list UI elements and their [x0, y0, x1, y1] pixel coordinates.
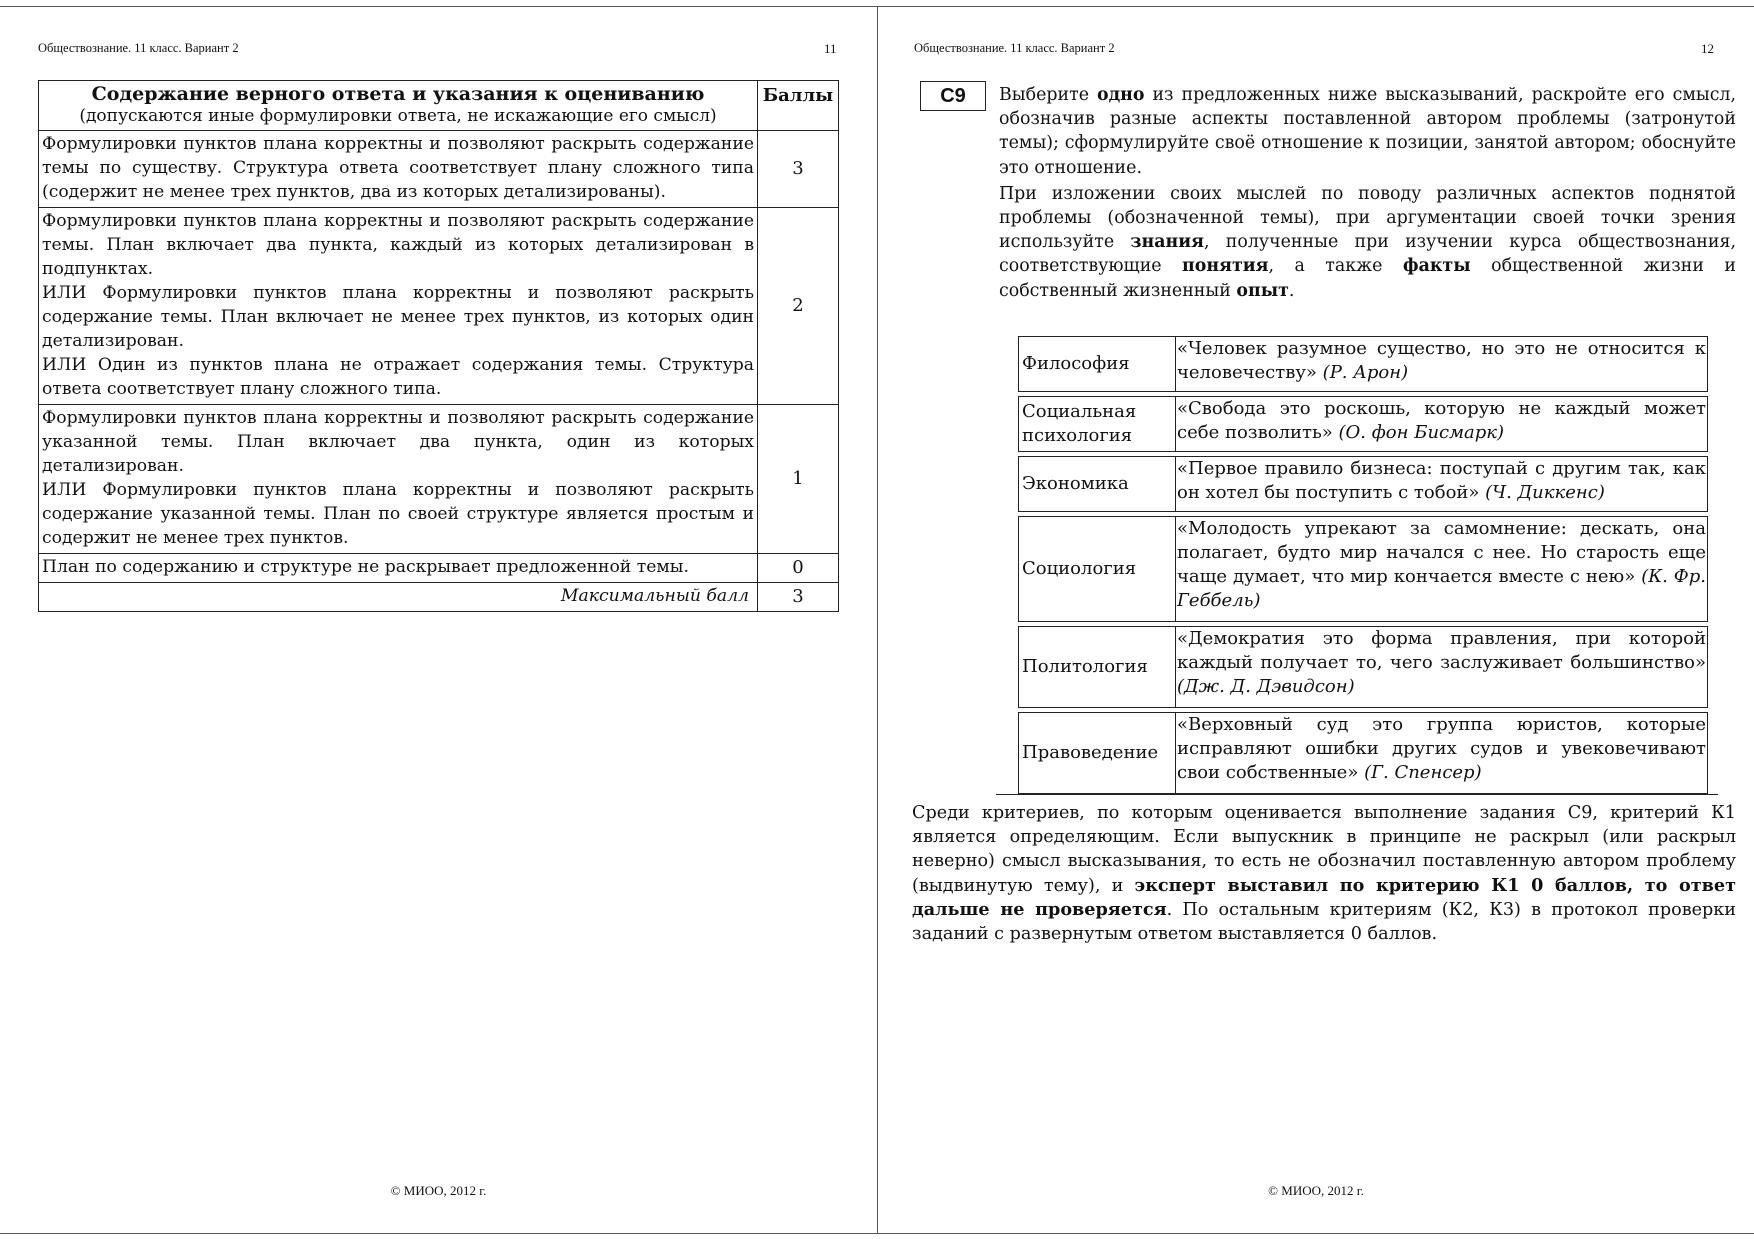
max-score-row — [39, 583, 839, 612]
instruction-emphasis: понятия — [1182, 256, 1269, 277]
criterion-text: ИЛИ Формулировки пунктов плана корректны и позволяют раскрыть содержание темы. План включает не менее трех пунктов, из которых один детализирован. — [42, 283, 754, 351]
page-number: 12 — [1701, 41, 1714, 56]
quote-author: (Ч. Диккенс) — [1485, 482, 1605, 503]
quote-author: (Р. Арон) — [1322, 362, 1409, 383]
quote-text: «Свобода это роскошь, которую не каждый может себе позволить» — [1177, 398, 1706, 443]
instruction-text: Выберите — [999, 85, 1097, 105]
score-cell: 3 — [758, 131, 839, 208]
quote-row — [1018, 626, 1708, 708]
criterion-text: Формулировки пунктов плана корректны и позволяют раскрыть содержание темы по существу. Структура ответа соответствует плану сложного типа (содержит не менее трех пунктов, два из которых детализированы). — [42, 134, 754, 202]
score-cell: 1 — [758, 405, 839, 554]
quote-subject: Социология — [1018, 516, 1175, 622]
quote-row — [1018, 712, 1708, 794]
divider-line — [996, 794, 1718, 795]
quote-author: (О. фон Бисмарк) — [1338, 422, 1505, 443]
header-title: Содержание верного ответа и указания к оцениванию — [91, 83, 705, 105]
note-text: Среди критериев, по которым оценивается выполнение задания С9, критерий К1 является определяющим. Если выпускник в принципе не раскрыл (или раскрыл неверно) смысл высказывания, то есть не обозначил поставленную автором проблему (выдвинутую тему), и — [912, 803, 1736, 896]
quote-cell — [1175, 396, 1708, 452]
instruction-emphasis: знания — [1130, 232, 1204, 253]
quote-text: «Демократия это форма правления, при которой каждый получает то, чего заслуживает большинство» — [1177, 628, 1706, 673]
table-row — [39, 405, 839, 554]
criterion-text: План по содержанию и структуре не раскрывает предложенной темы. — [42, 557, 689, 577]
criterion-text: Формулировки пунктов плана корректны и позволяют раскрыть содержание указанной темы. План включает два пункта, один из которых детализирован. — [42, 408, 754, 476]
page-number: 11 — [824, 41, 837, 56]
table-header-cell — [39, 81, 758, 131]
instruction-emphasis: опыт — [1236, 280, 1289, 301]
instruction-emphasis: факты — [1402, 256, 1471, 277]
instruction-text: из предложенных ниже высказываний, раскройте его смысл, обозначив разные аспекты поставленной автором проблемы (затронутой темы); сформулируйте своё отношение к позиции, занятой автором; обоснуйте это отношение. — [999, 85, 1737, 178]
criterion-cell — [39, 208, 758, 405]
header-score: Баллы — [758, 81, 839, 131]
quote-cell — [1175, 336, 1708, 392]
max-score-label: Максимальный балл — [39, 583, 758, 612]
instruction-text: При изложении своих мыслей по поводу различных аспектов поднятой проблемы (обозначенной темы), при аргументации своей точки зрения используйте — [999, 183, 1736, 253]
quote-author: (Г. Спенсер) — [1364, 762, 1482, 783]
table-row — [39, 554, 839, 583]
running-head: Обществознание. 11 класс. Вариант 2 — [914, 41, 1115, 55]
note-emphasis: эксперт выставил по критерию К1 0 баллов, то ответ дальше не проверяется — [912, 874, 1737, 920]
criterion-cell — [39, 554, 758, 583]
page-footer: © МИОО, 2012 г. — [1268, 1183, 1364, 1198]
header-subtitle: (допускаются иные формулировки ответа, не искажающие его смысл) — [79, 106, 717, 126]
score-cell: 0 — [758, 554, 839, 583]
quote-row — [1018, 456, 1708, 512]
left-page — [0, 6, 878, 1234]
criterion-text: ИЛИ Один из пунктов плана не отражает содержания темы. Структура ответа соответствует плану сложного типа. — [42, 355, 754, 399]
task-label: С9 — [920, 81, 986, 111]
instruction-text: . — [1288, 280, 1295, 301]
max-score-value: 3 — [758, 583, 839, 612]
note-text: . По остальным критериям (К2, К3) в протокол проверки заданий с развернутым ответом выставляется 0 баллов. — [912, 899, 1736, 945]
grading-note — [912, 801, 1736, 946]
instruction-paragraph-1 — [999, 83, 1736, 180]
criterion-cell — [39, 131, 758, 208]
quote-row — [1018, 336, 1708, 392]
criterion-text: ИЛИ Формулировки пунктов плана корректны и позволяют раскрыть содержание указанной темы. План по своей структуре является простым и содержит не менее трех пунктов. — [42, 480, 754, 548]
criterion-text: Формулировки пунктов плана корректны и позволяют раскрыть содержание темы. План включает два пункта, каждый из которых детализирован в подпунктах. — [42, 211, 754, 279]
quote-text: «Молодость упрекают за самомнение: дескать, она полагает, будто мир начался с нее. Но старость еще чаще думает, что мир кончается вместе с нею» — [1177, 518, 1706, 587]
running-head: Обществознание. 11 класс. Вариант 2 — [38, 41, 239, 55]
quote-text: «Верховный суд это группа юристов, которые исправляют ошибки других судов и увековечивают свои собственные» — [1177, 714, 1706, 783]
quote-cell — [1175, 516, 1708, 622]
instruction-text: , полученные при изучении курса обществознания, соответствующие — [999, 232, 1736, 277]
right-page — [877, 6, 1754, 1234]
score-cell: 2 — [758, 208, 839, 405]
instruction-emphasis: одно — [1096, 85, 1145, 105]
quote-subject: Философия — [1018, 336, 1175, 392]
quote-cell — [1175, 626, 1708, 708]
table-header-row — [39, 81, 839, 131]
quote-author: (К. Фр. Геббель) — [1177, 566, 1706, 611]
instruction-text: общественной жизни и собственный жизненный — [999, 256, 1736, 301]
quote-subject: Социальная психология — [1018, 396, 1175, 452]
table-row — [39, 131, 839, 208]
quote-row — [1018, 396, 1708, 452]
grading-table — [38, 80, 839, 612]
page-footer: © МИОО, 2012 г. — [390, 1183, 487, 1198]
quote-subject: Экономика — [1018, 456, 1175, 512]
quote-cell — [1175, 712, 1708, 794]
table-row — [39, 208, 839, 405]
quote-subject: Правоведение — [1018, 712, 1175, 794]
instruction-paragraph-2 — [999, 182, 1736, 303]
note-paragraph — [912, 801, 1736, 946]
criterion-cell — [39, 405, 758, 554]
task-instruction — [999, 83, 1736, 303]
quote-cell — [1175, 456, 1708, 512]
quote-text: «Человек разумное существо, но это не относится к человечеству» — [1177, 338, 1706, 383]
quotes-table — [1018, 336, 1708, 798]
quote-row — [1018, 516, 1708, 622]
quote-text: «Первое правило бизнеса: поступай с другим так, как он хотел бы поступить с тобой» — [1177, 458, 1706, 503]
instruction-text: , а также — [1268, 256, 1403, 277]
quote-author: (Дж. Д. Дэвидсон) — [1177, 676, 1355, 697]
quote-subject: Политология — [1018, 626, 1175, 708]
